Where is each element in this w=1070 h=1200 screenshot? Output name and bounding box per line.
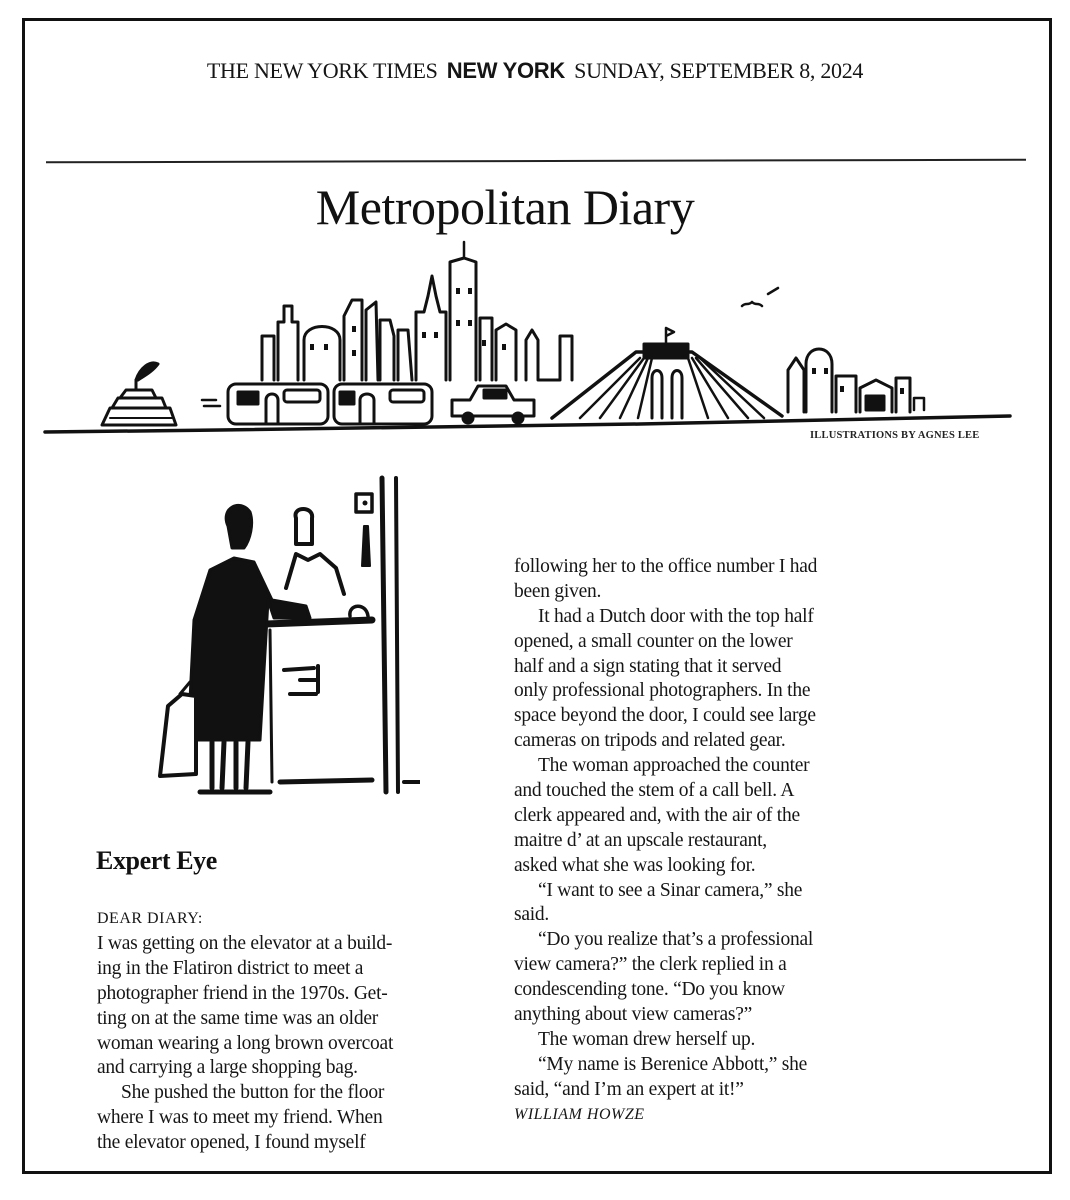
body-line: photographer friend in the 1970s. Get- (97, 982, 388, 1004)
masthead-section: NEW YORK (446, 58, 565, 83)
body-line: cameras on tripods and related gear. (514, 730, 786, 752)
body-line: asked what she was looking for. (514, 854, 756, 876)
masthead (0, 58, 1070, 84)
body-line: where I was to meet my friend. When (97, 1107, 383, 1129)
body-line: “Do you realize that’s a professional (538, 929, 814, 951)
body-line: She pushed the button for the floor (121, 1082, 385, 1104)
body-line: said, “and I’m an expert at it!” (514, 1078, 744, 1100)
spot-illustration (150, 470, 420, 810)
body-line: ting on at the same time was an older (97, 1007, 379, 1029)
body-line: space beyond the door, I could see large (514, 705, 816, 727)
body-line: half and a sign stating that it served (514, 655, 782, 677)
skyline-illustration (40, 240, 1020, 440)
body-line: I was getting on the elevator at a build- (97, 933, 393, 954)
column-title: Metropolitan Diary (315, 179, 695, 235)
body-line: following her to the office number I had (514, 556, 818, 577)
article-right-column (514, 555, 817, 1127)
body-line: clerk appeared and, with the air of the (514, 804, 800, 826)
illustration-credit: ILLUSTRATIONS BY AGNES LEE (810, 430, 980, 441)
body-line: view camera?” the clerk replied in a (514, 954, 787, 976)
body-line: said. (514, 904, 550, 926)
body-line: only professional photographers. In the (514, 680, 811, 702)
body-line: ing in the Flatiron district to meet a (97, 957, 364, 979)
body-line: woman wearing a long brown overcoat (97, 1032, 394, 1054)
masthead-paper-name: THE NEW YORK TIMES (206, 58, 438, 83)
body-line: been given. (514, 580, 602, 602)
body-line: and carrying a large shopping bag. (97, 1057, 358, 1079)
body-line: the elevator opened, I found myself (97, 1132, 366, 1154)
article-left-column (97, 908, 393, 1156)
body-line: and touched the stem of a call bell. A (514, 780, 795, 802)
salutation: DEAR DIARY: (97, 910, 203, 927)
body-line: maitre d’ at an upscale restaurant, (514, 829, 767, 851)
body-line: opened, a small counter on the lower (514, 630, 793, 652)
body-line: anything about view cameras?” (514, 1004, 753, 1026)
masthead-date: SUNDAY, SEPTEMBER 8, 2024 (574, 58, 864, 83)
body-line: It had a Dutch door with the top half (538, 605, 814, 627)
byline: WILLIAM HOWZE (514, 1105, 645, 1123)
body-line: The woman drew herself up. (538, 1028, 756, 1050)
article-headline: Expert Eye (96, 846, 217, 875)
body-line: condescending tone. “Do you know (514, 979, 785, 1001)
body-line: “I want to see a Sinar camera,” she (538, 879, 803, 901)
body-line: The woman approached the counter (538, 755, 810, 777)
body-line: “My name is Berenice Abbott,” she (538, 1053, 808, 1075)
